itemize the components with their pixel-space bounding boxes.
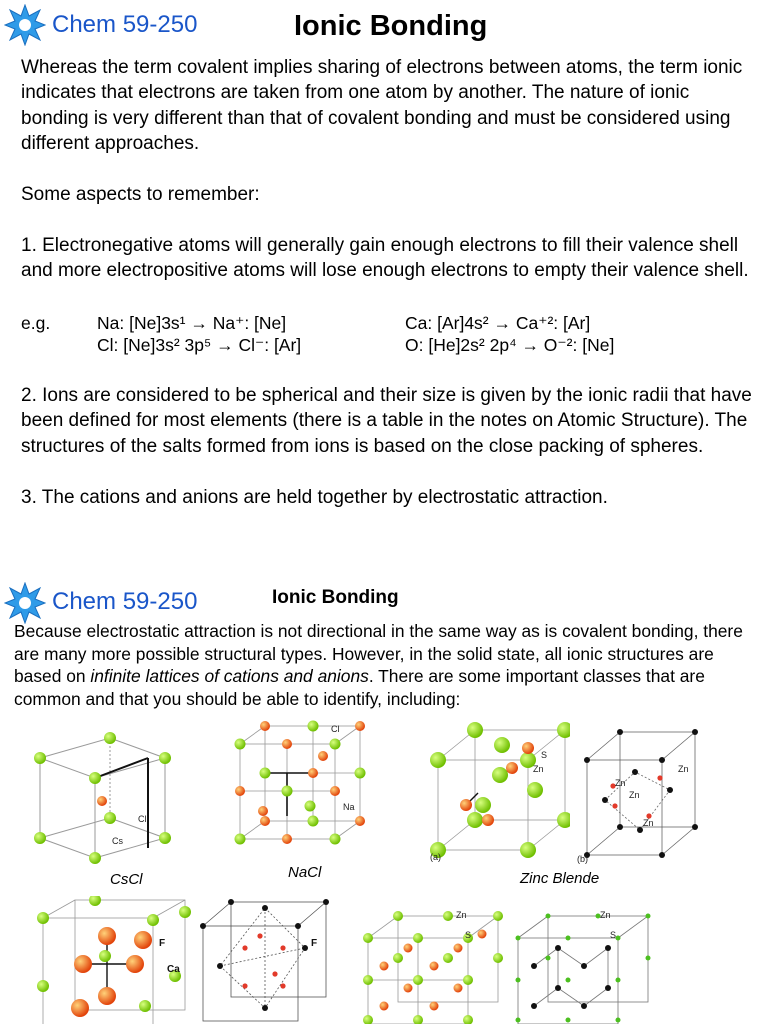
- wurtzite-structure-figure-a: [360, 908, 510, 1024]
- slide1-body-lower: [21, 383, 761, 510]
- cscl-structure-figure: [30, 720, 200, 870]
- eg-chlorine: Cl: [Ne]3s² 3p⁵ → Cl⁻: [Ar]: [97, 335, 302, 355]
- label-na: Na: [343, 802, 355, 812]
- electron-config-examples: [21, 312, 761, 358]
- wurtzite-structure-figure-b: [510, 908, 660, 1024]
- slide2-paragraph: [14, 620, 762, 710]
- zinc-blende-figure-b: [575, 720, 705, 870]
- label-s-w: S: [465, 930, 472, 940]
- course-label: Chem 59-250: [52, 11, 198, 38]
- label-cs: Cs: [112, 836, 123, 846]
- slide2-text-emphasis: infinite lattices of cations and anions: [90, 666, 369, 686]
- label-zn: Zn: [533, 764, 544, 774]
- slide-ionic-bonding-2: [0, 548, 768, 1024]
- star-logo-icon: [4, 4, 46, 46]
- label-zn-b4: Zn: [643, 818, 654, 828]
- point-3: 3. The cations and anions are held together by electrostatic attraction.: [21, 486, 608, 508]
- fluorite-structure-figure-a: [35, 896, 195, 1024]
- label-zn-wb: Zn: [600, 910, 611, 920]
- zinc-blende-figure-a: [420, 720, 570, 870]
- point-2: 2. Ions are considered to be spherical and their size is given by the ionic radii that have been defined for most elements (there is a table in the notes on Atomic Structure). The structures of the salts formed from ions is based on the close packing of spheres.: [21, 385, 752, 457]
- label-a: (a): [430, 852, 441, 862]
- slide2-title: Ionic Bonding: [272, 587, 399, 608]
- eg-label: e.g.: [21, 313, 51, 333]
- fluorite-structure-figure-b: [195, 896, 335, 1024]
- label-cl: Cl: [138, 814, 147, 824]
- label-zn-b2: Zn: [629, 790, 640, 800]
- label-s-wb: S: [610, 930, 617, 940]
- page-title: Ionic Bonding: [294, 10, 488, 42]
- slide1-body: [21, 55, 761, 284]
- slide2-text-a: Because electrostatic attraction is not directional in the same way as is covalent bonding, there are many more possible structural types. However, in the solid state, all ionic structures are based on: [14, 621, 743, 686]
- course-label: Chem 59-250: [52, 588, 198, 615]
- cs-ion: [97, 796, 107, 806]
- eg-calcium: Ca: [Ar]4s² → Ca⁺²: [Ar]: [405, 313, 591, 333]
- label-f-b: F: [311, 938, 318, 949]
- caption-nacl: NaCl: [288, 864, 322, 881]
- label-cl-nacl: Cl: [331, 724, 340, 734]
- point-1: 1. Electronegative atoms will generally gain enough electrons to fill their valence shell and more electropositive atoms will lose enough electrons to empty their valence shell.: [21, 234, 749, 282]
- label-zn-b1: Zn: [615, 778, 626, 788]
- aspects-heading: Some aspects to remember:: [21, 184, 260, 206]
- label-zn-w: Zn: [456, 910, 467, 920]
- nacl-structure-figure: [225, 716, 375, 866]
- caption-zinc-blende: Zinc Blende: [520, 870, 600, 887]
- star-logo-icon: [4, 582, 46, 624]
- eg-oxygen: O: [He]2s² 2p⁴ → O⁻²: [Ne]: [405, 335, 615, 355]
- label-zn-b3: Zn: [678, 764, 689, 774]
- caption-cscl: CsCl: [110, 871, 143, 888]
- label-s: S: [541, 750, 548, 760]
- label-ca: Ca: [167, 964, 180, 975]
- label-b: (b): [577, 854, 588, 864]
- intro-paragraph: Whereas the term covalent implies sharing of electrons between atoms, the term ionic indicates that electrons are taken from one atom by another. The nature of ionic bonding is very different than that of covalent bonding and must be considered using different approaches.: [21, 57, 743, 155]
- label-f: F: [159, 938, 166, 949]
- eg-sodium: Na: [Ne]3s¹ → Na⁺: [Ne]: [97, 313, 287, 333]
- slide2-text-b: . There are some important classes that are common and that you should be able to identify, including:: [14, 666, 705, 709]
